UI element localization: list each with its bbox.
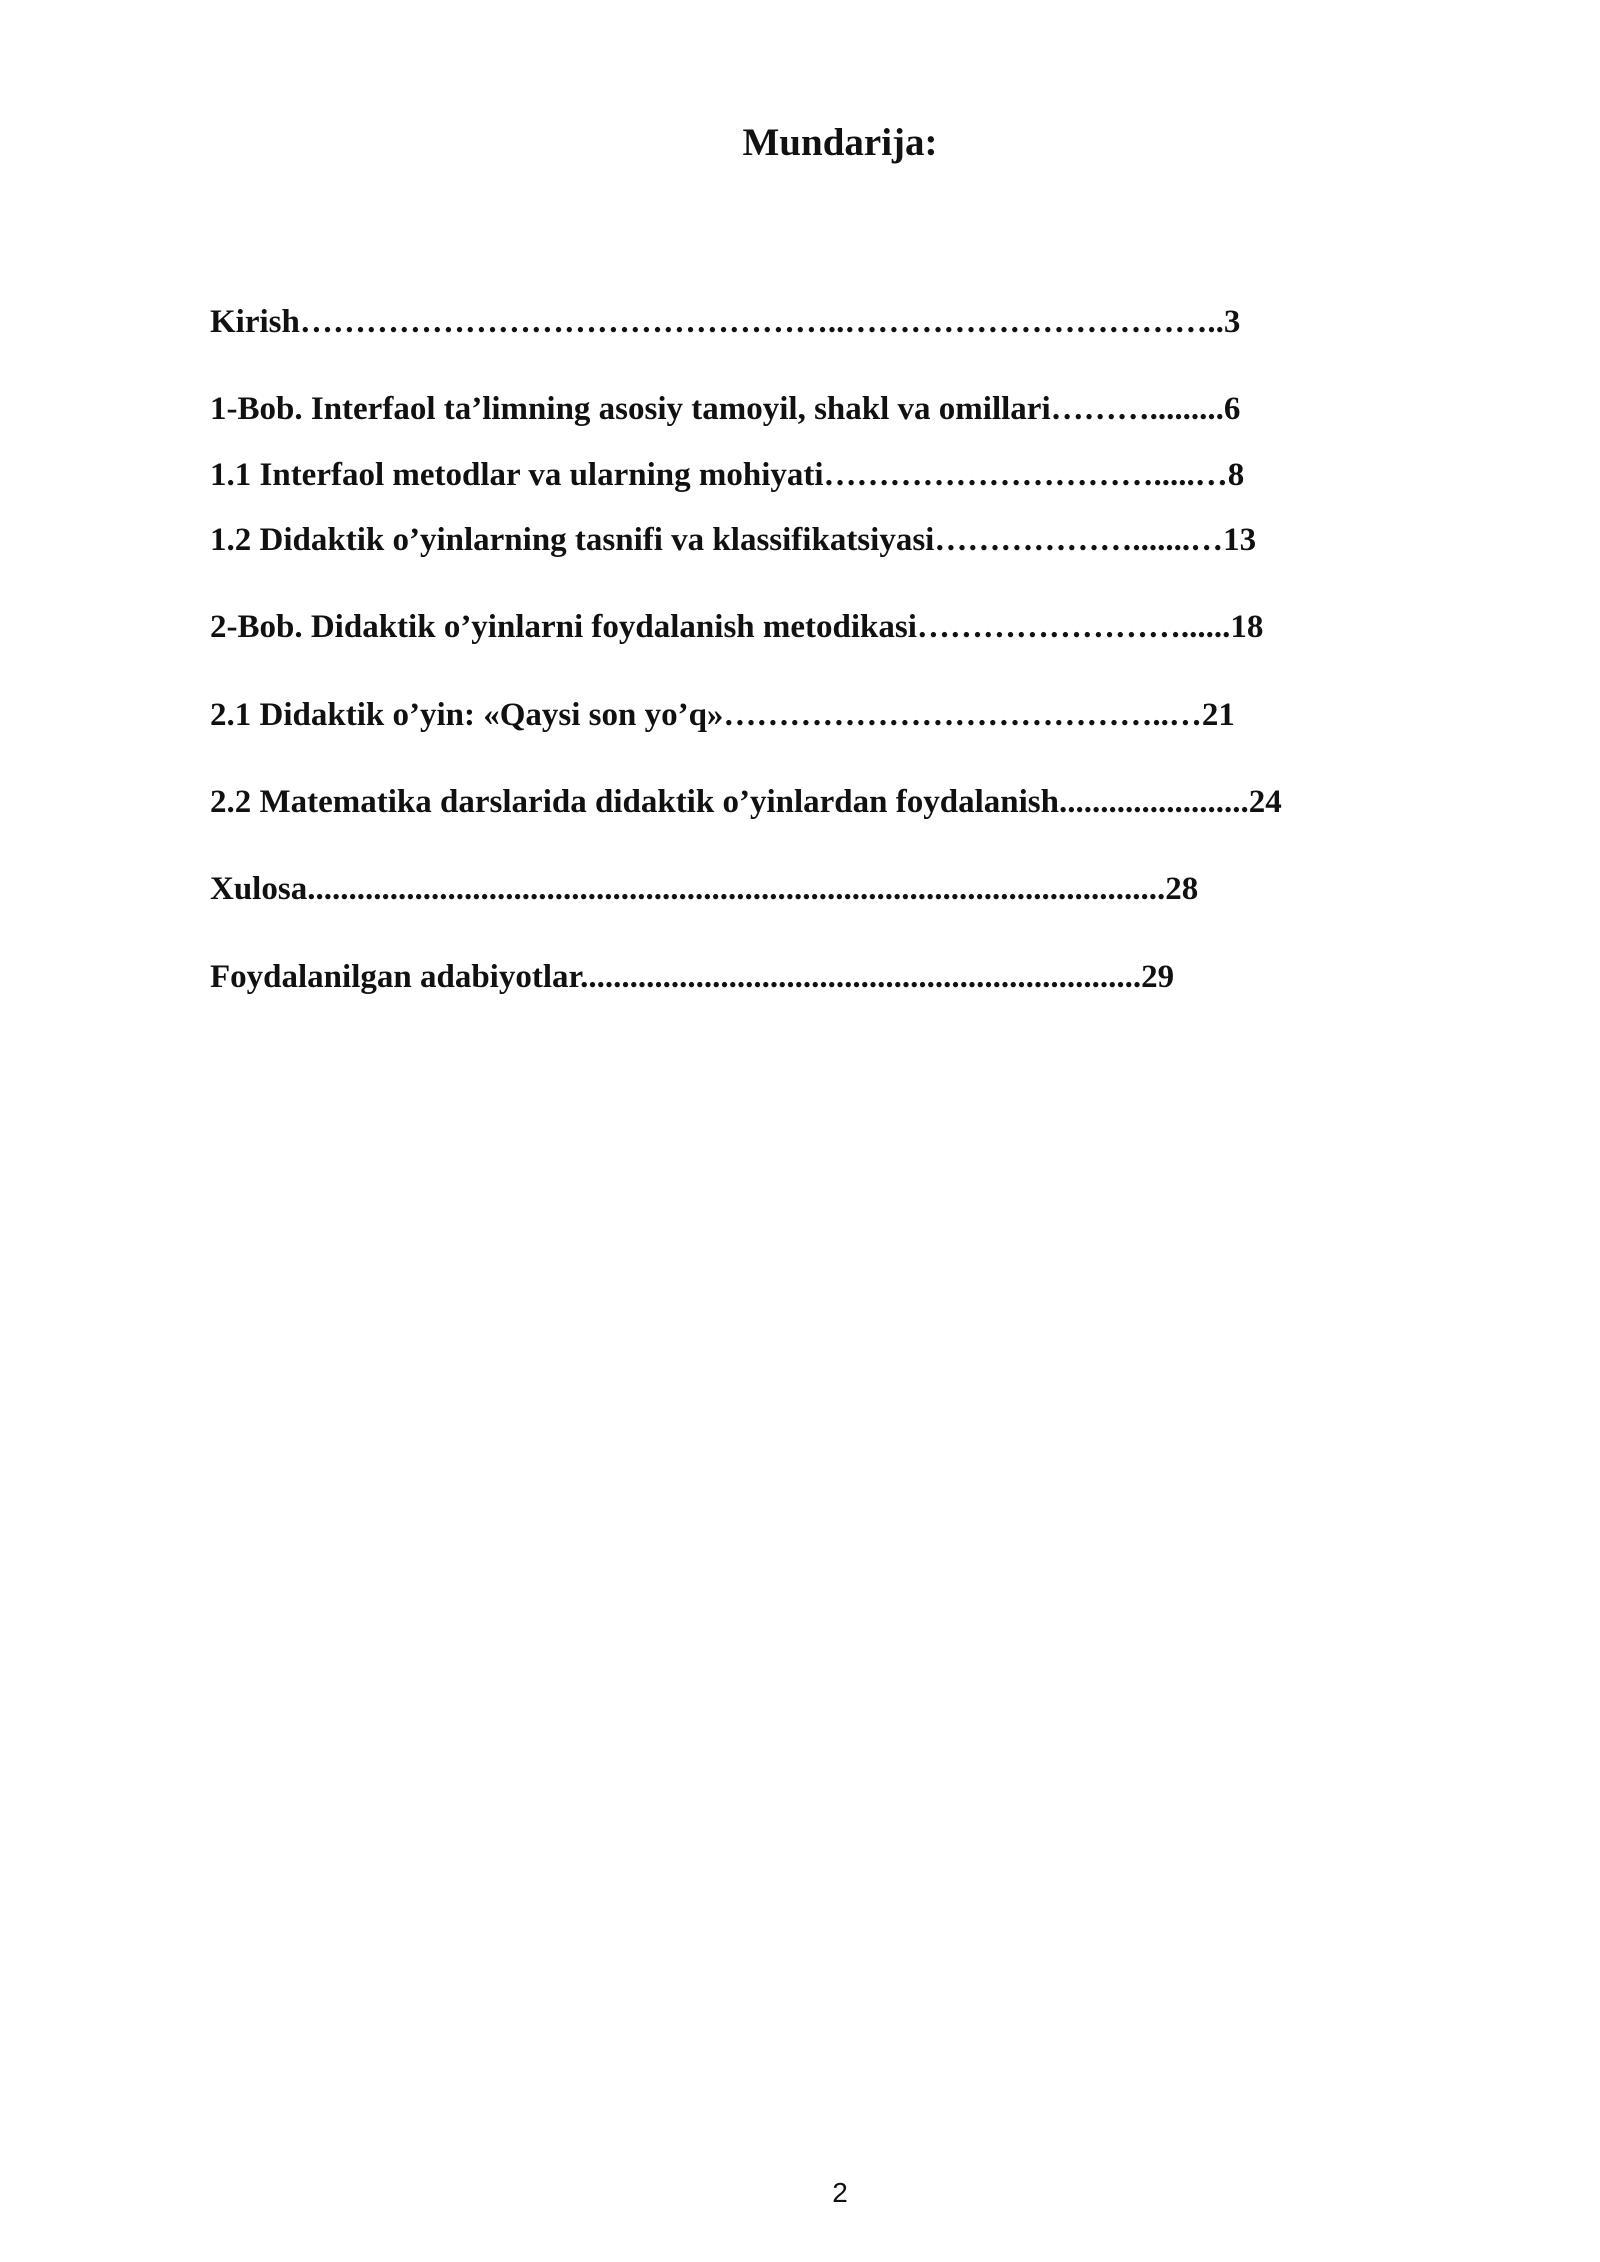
toc-entry-section-2-2[interactable]: 2.2 Matematika darslarida didaktik o’yinlardan foydalanish.......................24 <box>210 784 1282 820</box>
toc-entry-references[interactable]: Foydalanilgan adabiyotlar....................................................................29 <box>210 959 1175 995</box>
page-number: 2 <box>832 2177 848 2208</box>
toc-entry-chapter-1[interactable]: 1-Bob. Interfaol ta’limning asosiy tamoyil, shakl va omillari……….........6 <box>210 391 1241 427</box>
toc-entry-section-1-2[interactable]: 1.2 Didaktik o’yinlarning tasnifi va klassifikatsiyasi……………….......…13 <box>210 522 1257 558</box>
toc-entry-chapter-2[interactable]: 2-Bob. Didaktik o’yinlarni foydalanish metodikasi……………………......18 <box>210 609 1264 645</box>
toc-entry-section-1-1[interactable]: 1.1 Interfaol metodlar va ularning mohiyati………………………….....…8 <box>210 457 1245 493</box>
page-title: Mundarija: <box>742 121 938 164</box>
toc-entry-introduction[interactable]: Kirish…………………………………………..……………………………..3 <box>210 304 1241 340</box>
toc-entry-conclusion[interactable]: Xulosa........................................................................................................28 <box>210 871 1199 907</box>
toc-entry-section-2-1[interactable]: 2.1 Didaktik o’yin: «Qaysi son yo’q»…………………………………..…21 <box>210 697 1235 733</box>
